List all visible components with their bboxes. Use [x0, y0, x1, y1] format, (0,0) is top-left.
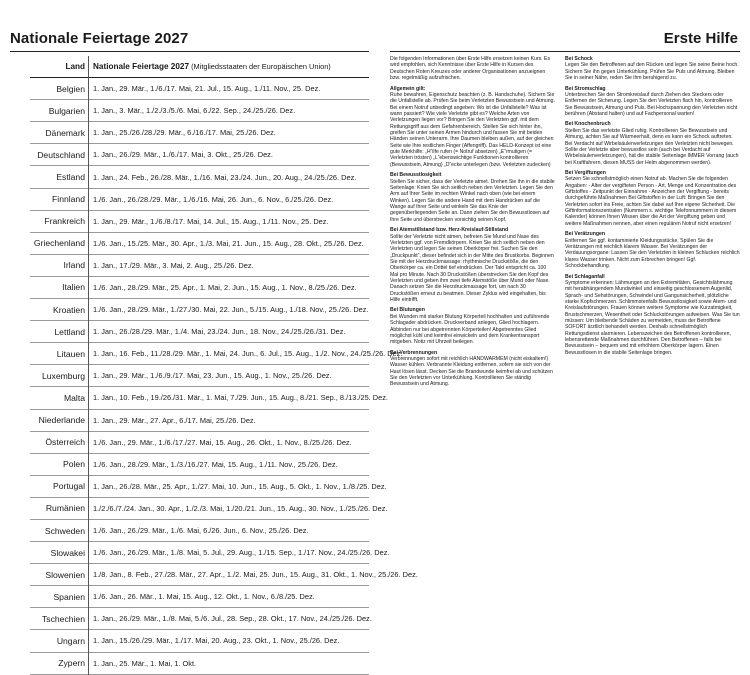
section-text: Unterbrechen Sie den Stromkreislauf durch Ziehen des Steckers oder Entfernen der Sicherung. Legen Sie den Verletzten flach hin, kontrollieren Sie Bewusstsein, Atmung und Puls. Bei Hochspannung den Verletzten nicht berühren (Abstand halten) und auf Fachpersonal warten! — [565, 91, 738, 117]
section-heading: Bei Schock — [565, 56, 593, 62]
country-cell: Tschechien — [30, 608, 89, 630]
country-cell: Zypern — [30, 652, 89, 674]
holiday-dates-cell: 1. Jan., 25. Mär., 1. Mai, 1. Okt. — [93, 658, 197, 668]
section-text: Ruhe bewahren, Eigenschutz beachten (z. B. Handschuhe). Sichern Sie die Unfallstelle ab. Prüfen Sie beim Verletzten Bewusstsein und Atmung. Bei einem Notruf unbedingt angeben: Wo ist die Unfallstelle? Was ist wann passiert? Wie viele Verletzte gibt es? Welche Arten von Verletzungen liegen vor? Bringen Sie den Verletzten ggf. mit dem Rettungsgriff aus dem Gefahrenbereich. Stellen Sie sich hinter ihn, greifen Sie unter seinen Armen hindurch und fassen Sie mit beiden Händen seinen Unterarm. Ihre Daumen bleiben außen, auf der gleichen Seite wie Ihre restlichen Finger (Affengriff). Das HELD-Konzept ist eine gute Merkhilfe: „H“ilfe rufen (= Notruf absetzen) „E“rmutigen (= Verletzten trösten) „L“ebenswichtige Funktionen kontrollieren (Bewusstsein, Atmung) „D“ecke unterlegen (bzw. Verletzten zudecken) — [390, 91, 555, 168]
country-cell: Malta — [30, 387, 89, 409]
table-row — [30, 475, 369, 497]
table-row — [30, 387, 369, 409]
section-heading: Bei Verbrennungen — [390, 349, 438, 356]
table-row — [30, 542, 369, 564]
table-row — [30, 321, 369, 343]
country-cell: Irland — [30, 254, 89, 276]
first-aid-section — [390, 227, 555, 303]
country-cell: Bulgarien — [30, 100, 89, 122]
section-heading: Bei Verätzungen — [565, 231, 605, 238]
country-cell: Portugal — [30, 475, 89, 497]
first-aid-section — [565, 86, 740, 118]
section-heading: Bei Vergiftungen — [565, 170, 606, 177]
holiday-dates-cell: 1. Jan., 16. Feb., 11./28./29. Mär., 1. Mai, 24. Jun., 6. Jul., 15. Aug., 1./2. Nov., 24./25./26. Dez. — [93, 349, 403, 359]
first-aid-column-2 — [565, 56, 740, 360]
section-text: Bei Wunden mit starker Blutung Körperteil hochhalten und zuführende Schlagader abdrücken. Druckverband anlegen, Glied hochlagern. Abbinden nur bei abgetrennten Körperteilen! Abgetrenntes Glied möglichst kühl und keimfrei einwickeln und dem Krankentransport mitgeben. Notiz mit Uhrzeit beilegen. — [390, 313, 550, 346]
column-header-land: Land — [30, 56, 89, 78]
table-row — [30, 254, 369, 276]
country-cell: Frankreich — [30, 210, 89, 232]
country-cell: Griechenland — [30, 232, 89, 254]
country-cell: Italien — [30, 276, 89, 298]
table-header-row — [30, 56, 369, 78]
holiday-dates-cell: 1. Jan., 24. Feb., 26./28. Mär., 1./16. Mai, 23./24. Jun., 20. Aug., 24./25./26. Dez. — [93, 172, 357, 182]
first-aid-section — [390, 350, 555, 388]
holiday-dates-cell: 1./8. Jan., 8. Feb., 27./28. Mär., 27. Apr., 1./2. Mai, 25. Jun., 15. Aug., 31. Okt., 1. Nov., 25./26. Dez. — [93, 570, 418, 580]
country-cell: Lettland — [30, 321, 89, 343]
title-divider-right — [390, 51, 740, 52]
country-cell: Slowakei — [30, 542, 89, 564]
holiday-dates-cell: 1./6. Jan., 15./25. Mär., 30. Apr., 1./3. Mai, 21. Jun., 15. Aug., 28. Okt., 25./26. Dez. — [93, 238, 364, 248]
country-cell: Ungarn — [30, 630, 89, 652]
first-aid-section — [565, 274, 740, 356]
section-text: Stellen Sie das verletzte Glied ruhig. Kontrollieren Sie Bewusstsein und Atmung, achten Sie auf Wärmeerhalt, denn es kann ein Schock auftreten. Bei Verdacht auf Wirbelsäulenverletzungen den Verletzten nicht bewegen. Sollte der Verletzte aber bewusstlos sein (auch bei Verdacht auf Wirbelsäulenverletzungen), hat die stabile Seitenlage IMMER Vorrang (auch bei Kraftfahrern, diesen MUSS der Helm abgenommen werden). — [565, 127, 739, 166]
table-row — [30, 608, 369, 630]
holiday-dates-cell: 1. Jan., 26./28. Mär., 25. Apr., 1./27. Mai, 10. Jun., 15. Aug., 5. Okt., 1. Nov., 1./8./25. Dez. — [93, 481, 387, 491]
section-heading: Bei Schlaganfall — [565, 273, 605, 280]
country-cell: Estland — [30, 166, 89, 188]
table-row — [30, 630, 369, 652]
holiday-dates-cell: 1./6. Jan., 26./29. Mär., 1./8. Mai, 5. Jul., 29. Aug., 1./15. Sep., 1./17. Nov., 24./25./26. Dez. — [93, 548, 390, 558]
section-text: Stellen Sie sicher, dass der Verletzte atmet. Drehen Sie ihn in die stabile Seitenlage: Knien Sie sich seitlich neben den Verletzten. Legen Sie den Arm auf Ihrer Seite im rechten Winkel nach oben (wie bei einem Winken). Legen Sie die andere Hand mit dem Handrücken auf die Wange auf Ihrer Seite und winkeln Sie das Knie der gegenüberliegenden Seite an. Dann ziehen Sie den Bewusstlosen auf Ihre Seite und überstrecken vorsichtig seinen Kopf. — [390, 178, 555, 223]
first-aid-section — [390, 172, 555, 223]
section-heading: Bei Knochenbruch — [565, 121, 611, 128]
first-aid-section — [390, 56, 555, 81]
section-heading: Bei Blutungen — [390, 307, 425, 314]
first-aid-section — [565, 231, 740, 269]
holiday-dates-cell: 1. Jan., 10. Feb., 19./26./31. Mär., 1. Mai, 7./29. Jun., 15. Aug., 8./21. Sep., 8./13./25. Dez. — [93, 393, 388, 403]
section-text: Entfernen Sie ggf. kontaminierte Kleidungsstücke. Spülen Sie die Verätzungen mit reichlich klarem Wasser. Bei Verätzungen der Verdauungsorgane: Lassen Sie den Verletzten in kleinen Schlucken reichlich klares Wasser trinken. Nicht zum Erbrechen bringen! Ggf. Schockbehandlung. — [565, 237, 740, 270]
page-title-first-aid: Erste Hilfe — [663, 30, 738, 47]
section-text: Setzen Sie schnellstmöglich einen Notruf ab. Machen Sie die folgenden Angaben: - Alter der vergifteten Person - Art, Menge und Konzentration des Giftstoffes - Zeitpunkt der Einnahme - Anzeichen der Vergiftung - bereits durchgeführte Maßnahmen Bei Giftstoffen in der Luft: Bringen Sie den Verletzten sofort ins Freie, achten Sie dabei auf Ihre eigene Sicherheit. Die Giftinformationszentralen (Nummern s. wichtige Telefonnummern in diesem Kalender) können Ihnen Wissen über die Art der Vergiftung geben und weitere Maßnahmen nennen, aber einen regulären Notruf nicht ersetzen! — [565, 176, 737, 227]
section-heading: Bei Atemstillstand bzw. Herz-Kreislauf-Stillstand — [390, 227, 509, 234]
country-cell: Spanien — [30, 586, 89, 608]
holiday-dates-cell: 1. Jan., 29. Mär., 1./6./9./17. Mai, 23. Jun., 15. Aug., 1. Nov., 25./26. Dez. — [93, 371, 332, 381]
table-row — [30, 78, 369, 100]
table-row — [30, 299, 369, 321]
country-cell: Litauen — [30, 343, 89, 365]
holiday-dates-cell: 1. Jan., 17./29. Mär., 3. Mai, 2. Aug., 25./26. Dez. — [93, 260, 254, 270]
section-text: Sollte der Verletzte nicht atmen, befreien Sie Mund und Nase des Verletzten ggf. von Fremdkörpern. Knien Sie sich seitlich neben den Verletzten und legen Sie seinen Oberkörper frei. Suchen Sie den „Druckpunkt“, dieser befindet sich in der Mitte des Brustkorbs. Beginnen Sie mit der Herzdruckmassage: rhythmische Druckstöße, die den Oberkörper ca. ein Drittel tief eindrücken. Der Takt entspricht ca. 100 Mal pro Minute. Nach 30 Druckstößen überstrecken Sie den Kopf des Verletzten und geben ihm zwei tiefe Atemstöße über Mund oder Nase. Danach setzen Sie die Herzdruckmassage fort, um nach 30 Druckstößen erneut zu beatmen. Dieser Zyklus wird eingehalten, bis Hilfe eintrifft. — [390, 233, 554, 303]
section-text: Symptome erkennen: Lähmungen an den Extremitäten, Gesichtslähmung mit herabhängendem Mundwinkel und einseitig geschlossenem Augenlid, Sprach- und Sehstörungen, Schwindel und Gangunsicherheit, plötzliche starke Kopfschmerzen. Schlimmstenfalls Bewusstlosigkeit sowie Atem- und Kreislaufstörungen. Frauen können weitere Symptome wie Kurzatmigkeit, Brustschmerzen, Wesentheit oder Schluckstörungen aufweisen. Was Sie tun müssen: Um bleibende Schäden zu vermeiden, muss der Betroffene SOFORT ärztlich behandelt werden. Deshalb schnellstmöglich Rettungsdienst alarmieren. Lebenszeichen des Betroffenen kontrollieren, lebensrettende Maßnahmen durchführen. Den Betroffenen – falls bei Bewusstsein – bequem und mit erhöhtem Oberkörper lagern. Einen Bewusstlosen in die stabile Seitenlage bringen. — [565, 279, 740, 356]
holiday-dates-cell: 1./6. Jan., 28./29. Mär., 1./3./16./27. Mai, 15. Aug., 1./11. Nov., 25./26. Dez. — [93, 459, 338, 469]
country-cell: Slowenien — [30, 564, 89, 586]
holiday-dates-cell: 1. Jan., 26./29. Mär., 1./8. Mai, 5./6. Jul., 28. Sep., 28. Okt., 17. Nov., 24./25./26. Dez. — [93, 614, 372, 624]
table-row — [30, 144, 369, 166]
table-row — [30, 122, 369, 144]
holiday-dates-cell: 1. Jan., 26./29. Mär., 1./6./17. Mai, 3. Okt., 25./26. Dez. — [93, 150, 273, 160]
holiday-dates-cell: 1./6. Jan., 28./29. Mär., 1./27./30. Mai, 22. Jun., 5./15. Aug., 1./18. Nov., 25./26. Dez. — [93, 305, 369, 315]
section-text: Die folgenden Informationen über Erste Hilfe ersetzen keinen Kurs. Es wird empfohlen, sich Kenntnisse über Erste Hilfe in Kursen des Deutschen Roten Kreuzes oder anderer Organisationen anzueignen bzw. regelmäßig aufzufrischen. — [390, 56, 551, 82]
table-row — [30, 276, 369, 298]
holiday-dates-cell: 1./6. Jan., 26. Mär., 1. Mai, 15. Aug., 12. Okt., 1. Nov., 6./8./25. Dez. — [93, 592, 315, 602]
header-title: Nationale Feiertage 2027 — [93, 62, 190, 72]
holiday-dates-cell: 1. Jan., 29. Mär., 27. Apr., 6./17. Mai, 25./26. Dez. — [93, 415, 256, 425]
holiday-dates-cell: 1. Jan., 29. Mär., 1./6./17. Mai, 21. Jul., 15. Aug., 1./11. Nov., 25. Dez. — [93, 84, 321, 94]
country-cell: Luxemburg — [30, 365, 89, 387]
table-row — [30, 166, 369, 188]
first-aid-column-1 — [390, 56, 555, 392]
table-row — [30, 409, 369, 431]
holiday-dates-cell: 1. Jan., 26./28./29. Mär., 1./4. Mai, 23./24. Jun., 18. Nov., 24./25./26./31. Dez. — [93, 327, 346, 337]
country-cell: Schweden — [30, 519, 89, 541]
title-divider-left — [10, 51, 369, 52]
page-title-holidays: Nationale Feiertage 2027 — [10, 30, 189, 47]
table-row — [30, 519, 369, 541]
table-row — [30, 343, 369, 365]
header-subtitle: (Mitgliedsstaaten der Europäischen Union) — [191, 62, 331, 72]
section-text: Legen Sie den Betroffenen auf den Rücken und legen Sie seine Beine hoch. Sichern Sie ihn gegen Unterkühlung. Prüfen Sie Puls und Atmung. Bleiben Sie in seiner Nähe, reden Sie ihm beruhigend zu. — [565, 62, 739, 82]
table-row — [30, 210, 369, 232]
table-row — [30, 586, 369, 608]
holiday-dates-cell: 1. Jan., 15./26./29. Mär., 1./17. Mai, 20. Aug., 23. Okt., 1. Nov., 25./26. Dez. — [93, 636, 340, 646]
holiday-dates-cell: 1./6. Jan., 28./29. Mär., 25. Apr., 1. Mai, 2. Jun., 15. Aug., 1. Nov., 8./25./26. Dez. — [93, 282, 357, 292]
holiday-dates-cell: 1. Jan., 3. Mär., 1./2./3./5./6. Mai, 6./22. Sep., 24./25./26. Dez. — [93, 106, 296, 116]
holiday-dates-cell: 1./2./6./7./24. Jan., 30. Apr., 1./2./3. Mai, 1./20./21. Jun., 15. Aug., 30. Nov., 1./25./26. Dez. — [93, 503, 388, 513]
holiday-dates-cell: 1./6. Jan., 26./29. Mär., 1./6. Mai, 6./26. Jun., 6. Nov., 25./26. Dez. — [93, 526, 309, 536]
country-cell: Rumänien — [30, 497, 89, 519]
section-text: Verbrennungen sofort mit reichlich HANDWARMEM (nicht eiskaltem!) Wasser kühlen. Verbrannte Kleidung entfernen, sofern sie sich von der Haut lösen lässt. Decken Sie die Brandwunde keimfrei ab und schützen Sie den Verletzten vor Unterkühlung. Kontrollieren Sie ständig Bewusstsein und Atmung. — [390, 356, 553, 388]
country-cell: Polen — [30, 453, 89, 475]
country-cell: Niederlande — [30, 409, 89, 431]
holiday-dates-cell: 1./6. Jan., 26./28./29. Mär., 1./6./16. Mai, 26. Jun., 6. Nov., 6./25./26. Dez. — [93, 194, 334, 204]
section-heading: Bei Bewusstlosigkeit — [390, 172, 442, 179]
country-cell: Kroatien — [30, 299, 89, 321]
holiday-dates-cell: 1. Jan., 29. Mär., 1./6./8./17. Mai, 14. Jul., 15. Aug., 1./11. Nov., 25. Dez. — [93, 216, 329, 226]
first-aid-section — [565, 121, 740, 165]
table-row — [30, 431, 369, 453]
holiday-dates-cell: 1./6. Jan., 29. Mär., 1./6./17./27. Mai, 15. Aug., 26. Okt., 1. Nov., 8./25./26. Dez. — [93, 437, 352, 447]
table-row — [30, 564, 369, 586]
table-row — [30, 652, 369, 674]
first-aid-section — [390, 307, 555, 345]
table-row — [30, 453, 369, 475]
table-row — [30, 188, 369, 210]
table-row — [30, 497, 369, 519]
first-aid-section — [565, 56, 740, 81]
table-row — [30, 232, 369, 254]
section-heading: Bei Stromschlag — [565, 85, 606, 92]
column-header-holidays — [89, 56, 370, 78]
first-aid-section — [565, 170, 740, 227]
country-cell: Belgien — [30, 78, 89, 100]
country-cell: Finnland — [30, 188, 89, 210]
table-row — [30, 100, 369, 122]
table-row — [30, 365, 369, 387]
section-heading: Allgemein gilt: — [390, 85, 426, 92]
country-cell: Österreich — [30, 431, 89, 453]
country-cell: Deutschland — [30, 144, 89, 166]
country-cell: Dänemark — [30, 122, 89, 144]
holiday-dates-cell: 1. Jan., 25./26./28./29. Mär., 6./16./17. Mai, 25./26. Dez. — [93, 128, 276, 138]
first-aid-section — [390, 86, 555, 168]
